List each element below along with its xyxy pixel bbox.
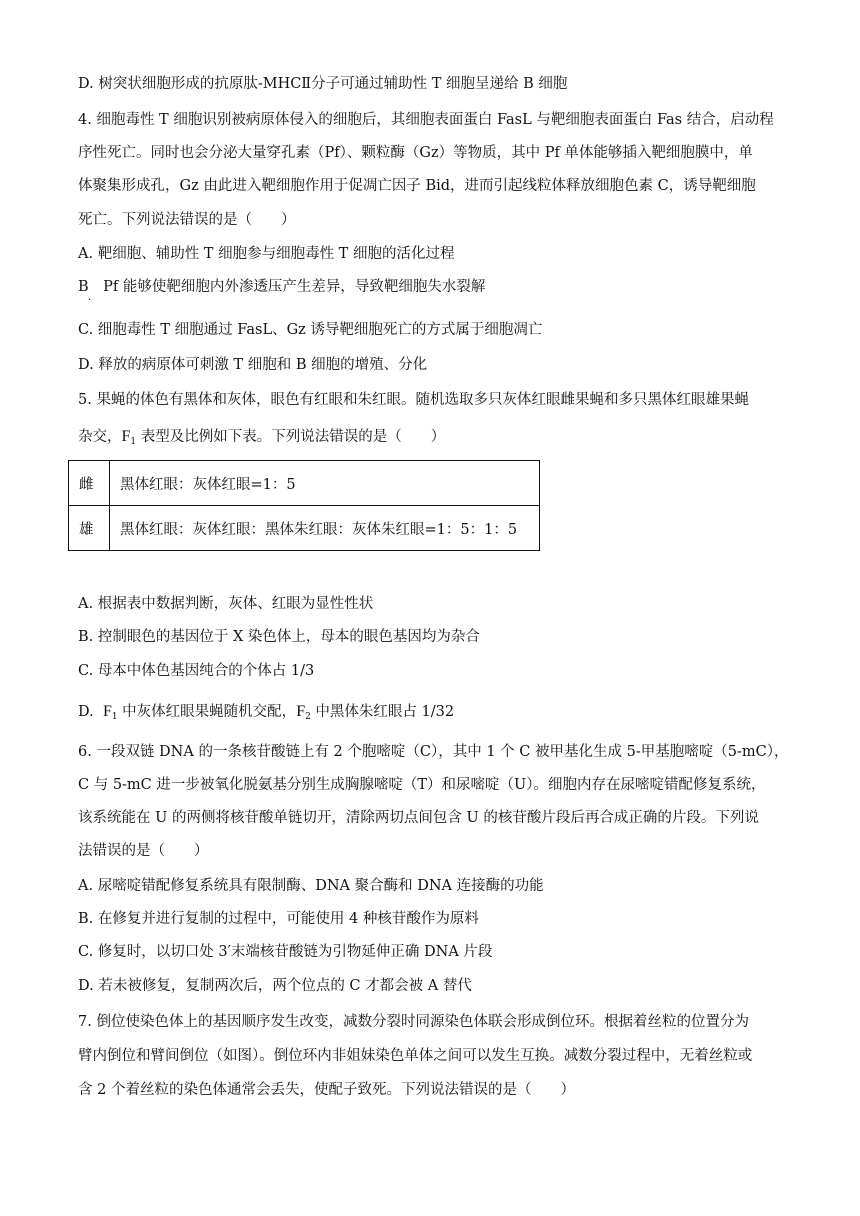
option-q5a: A. 根据表中数据判断，灰体、红眼为显性性状: [78, 596, 374, 612]
line-q6-4: 法错误的是（ ）: [78, 843, 209, 859]
line-q7-2: 臂内倒位和臂间倒位（如图）。倒位环内非姐妹染色单体之间可以发生互换。减数分裂过程中，无着丝粒或: [78, 1048, 753, 1064]
option-q5c: C. 母本中体色基因纯合的个体占 1/3: [78, 663, 315, 679]
line-q3d: D. 树突状细胞形成的抗原肽-MHCⅡ分子可通过辅助性 T 细胞呈递给 B 细胞: [78, 76, 568, 92]
female-label: 雌: [69, 461, 110, 506]
line-q6-1: 6. 一段双链 DNA 的一条核苷酸链上有 2 个胞嘧啶（C），其中 1 个 C 被甲基化生成 5-甲基胞嘧啶（5-mC），: [78, 744, 789, 760]
q5d-mid: 中灰体红眼果蝇随机交配，: [117, 704, 297, 720]
q5-post: 表型及比例如下表。下列说法错误的是（ ）: [136, 429, 446, 445]
table-row: [69, 506, 540, 551]
option-q5b: B. 控制眼色的基因位于 X 染色体上，母本的眼色基因均为杂合: [78, 629, 480, 645]
line-q6-2: C 与 5-mC 进一步被氧化脱氨基分别生成胸腺嘧啶（T）和尿嘧啶（U）。细胞内存在尿嘧啶错配修复系统，: [78, 777, 766, 793]
phenotype-table: [68, 460, 540, 551]
line-q4-3: 体聚集形成孔，Gz 由此进入靶细胞作用于促凋亡因子 Bid，进而引起线粒体释放细胞色素 C，诱导靶细胞: [78, 178, 756, 194]
option-q6d: D. 若未被修复，复制两次后，两个位点的 C 才都会被 A 替代: [78, 978, 472, 994]
option-q4a: A. 靶细胞、辅助性 T 细胞参与细胞毒性 T 细胞的活化过程: [78, 246, 455, 262]
q5-f: F: [121, 428, 131, 445]
line-q4-1: 4. 细胞毒性 T 细胞识别被病原体侵入的细胞后，其细胞表面蛋白 FasL 与靶细胞表面蛋白 Fas 结合，启动程: [78, 112, 774, 128]
line-q7-3: 含 2 个着丝粒的染色体通常会丢失，使配子致死。下列说法错误的是（ ）: [78, 1082, 575, 1098]
option-q4b: B Pf 能够使靶细胞内外渗透压产生差异，导致靶细胞失水裂解: [78, 279, 486, 295]
q5d-pre: D.: [78, 704, 103, 720]
table-row: [69, 461, 540, 506]
option-q4c: C. 细胞毒性 T 细胞通过 FasL、Gz 诱导靶细胞死亡的方式属于细胞凋亡: [78, 322, 543, 338]
line-q4-2: 序性死亡。同时也会分泌大量穿孔素（Pf）、颗粒酶（Gz）等物质，其中 Pf 单体能够插入靶细胞膜中，单: [78, 145, 753, 161]
option-q6a: A. 尿嘧啶错配修复系统具有限制酶、DNA 聚合酶和 DNA 连接酶的功能: [78, 878, 544, 894]
q5-pre: 杂交，: [78, 429, 122, 445]
q5-f-sub: 1: [130, 437, 137, 447]
line-q4-4: 死亡。下列说法错误的是（ ）: [78, 212, 296, 228]
line-q5-1: 5. 果蝇的体色有黑体和灰体，眼色有红眼和朱红眼。随机选取多只灰体红眼雌果蝇和多只黑体红眼雄果蝇: [78, 392, 749, 408]
dot-mark: ·: [88, 295, 92, 306]
male-ratio: 黑体红眼：灰体红眼：黑体朱红眼：灰体朱红眼=1：5：1：5: [110, 506, 540, 551]
option-q6b: B. 在修复并进行复制的过程中，可能使用 4 种核苷酸作为原料: [78, 911, 479, 927]
option-q4d: D. 释放的病原体可刺激 T 细胞和 B 细胞的增殖、分化: [78, 357, 428, 373]
q5d-f2: F: [296, 703, 306, 720]
q5d-f1-sub: 1: [111, 712, 118, 722]
female-ratio: 黑体红眼：灰体红眼=1：5: [110, 461, 540, 506]
line-q7-1: 7. 倒位使染色体上的基因顺序发生改变，减数分裂时同源染色体联会形成倒位环。根据着丝粒的位置分为: [78, 1014, 749, 1030]
q5d-f2-sub: 2: [305, 712, 311, 722]
line-q6-3: 该系统能在 U 的两侧将核苷酸单链切开，清除两切点间包含 U 的核苷酸片段后再合成正确的片段。下列说: [78, 810, 759, 826]
option-q5d: [78, 702, 454, 727]
male-label: 雄: [69, 506, 110, 551]
q5d-f1: F: [102, 703, 112, 720]
line-q5-2: [78, 427, 445, 452]
option-q6c: C. 修复时，以切口处 3′末端核苷酸链为引物延伸正确 DNA 片段: [78, 944, 493, 960]
q5d-post: 中黑体朱红眼占 1/32: [310, 704, 455, 720]
